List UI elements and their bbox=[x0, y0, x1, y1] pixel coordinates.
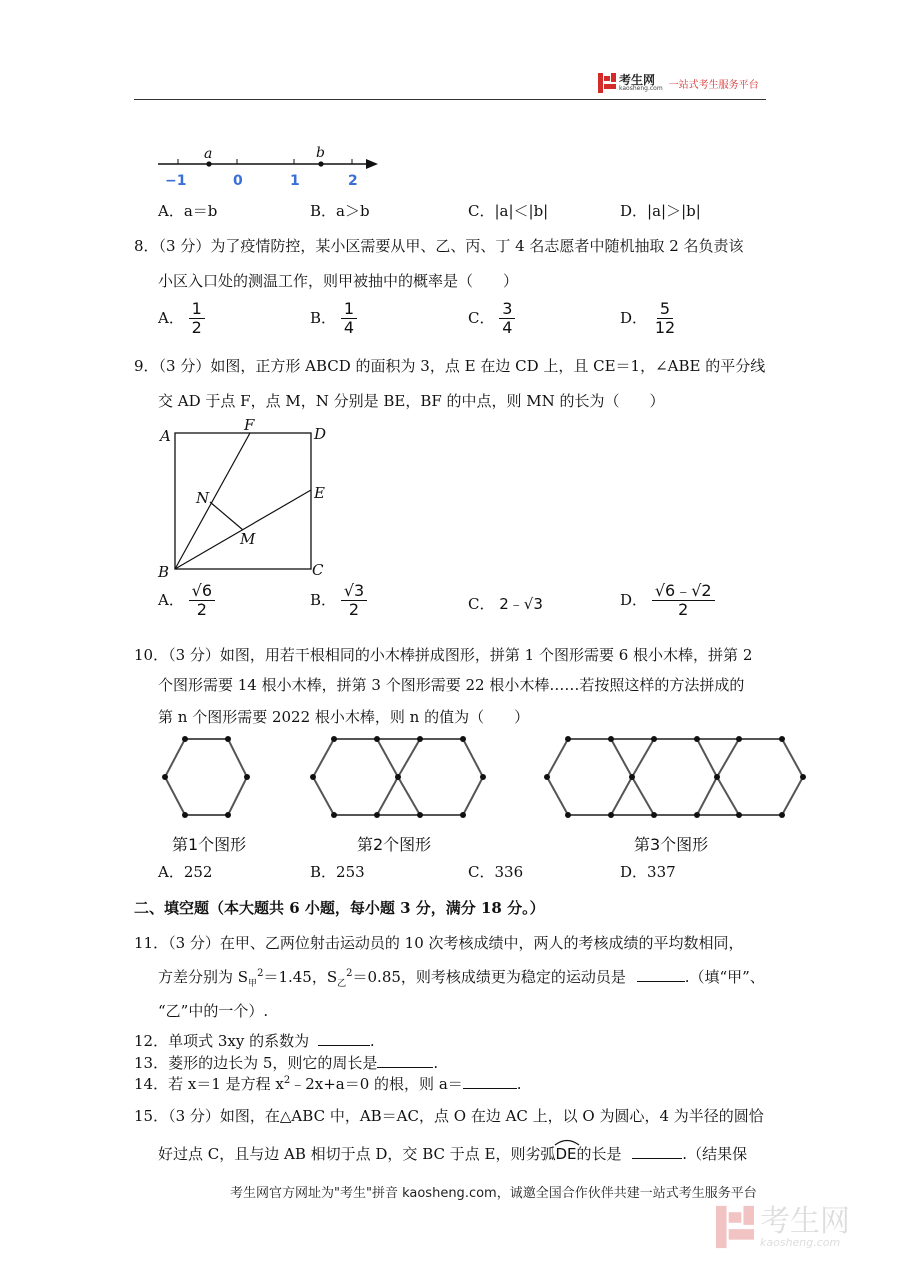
point-a-label: a bbox=[204, 146, 213, 162]
q11-text-c: ＝1.45，S bbox=[263, 968, 338, 986]
q11-text-a: 方差分别为 S bbox=[158, 968, 249, 986]
q10-option-c[interactable]: C．336 bbox=[468, 863, 524, 881]
denominator: 2 bbox=[678, 600, 689, 620]
label-B: B bbox=[158, 563, 170, 581]
q9-option-d[interactable] bbox=[620, 582, 715, 620]
denominator: 4 bbox=[502, 318, 513, 338]
watermark-text: 考生网 bbox=[760, 1203, 850, 1239]
denominator: 2 bbox=[196, 600, 207, 620]
q11-line1: 11．（3 分）在甲、乙两位射击运动员的 10 次考核成绩中，两人的考核成绩的平均数相同， bbox=[134, 934, 744, 952]
numerator: √6﹣√2 bbox=[652, 582, 715, 601]
q12-period: . bbox=[369, 1032, 375, 1050]
header-logo bbox=[598, 70, 759, 96]
q8-option-c[interactable] bbox=[468, 300, 515, 338]
label-D: D bbox=[314, 425, 327, 443]
q11-line2 bbox=[158, 966, 765, 989]
q8-option-b[interactable] bbox=[310, 300, 357, 338]
q10-line3: 第 n 个图形需要 2022 根小木棒，则 n 的值为（ ） bbox=[158, 708, 530, 726]
fraction bbox=[189, 582, 215, 620]
q14-period: . bbox=[516, 1075, 522, 1093]
option-letter: A． bbox=[158, 590, 184, 609]
logo-sub: kaosheng.com bbox=[619, 85, 663, 92]
kaosheng-logo-icon bbox=[598, 73, 616, 93]
label-F: F bbox=[244, 416, 255, 434]
q14-line bbox=[134, 1073, 522, 1094]
label-A: A bbox=[160, 427, 171, 445]
q13-text: 13．菱形的边长为 5，则它的周长是 bbox=[134, 1054, 378, 1072]
q10-option-b[interactable]: B．253 bbox=[310, 863, 365, 881]
caption-figure-1: 第1个图形 bbox=[172, 835, 247, 854]
q7-option-a[interactable]: A．a＝b bbox=[158, 202, 218, 220]
option-letter: D． bbox=[620, 308, 648, 327]
q15-line2 bbox=[158, 1143, 747, 1164]
q14-sup: 2 bbox=[283, 1075, 291, 1086]
q13-answer-blank[interactable] bbox=[377, 1053, 433, 1068]
q10-option-a[interactable]: A．252 bbox=[158, 863, 213, 881]
watermark-logo-icon bbox=[716, 1205, 754, 1249]
q9-option-c[interactable] bbox=[468, 593, 543, 614]
q8-option-d[interactable] bbox=[620, 300, 678, 338]
fraction bbox=[652, 300, 678, 338]
q13-period: . bbox=[433, 1054, 439, 1072]
tick-label-0: 0 bbox=[233, 173, 243, 189]
watermark-sub: kaosheng.com bbox=[760, 1235, 841, 1249]
numerator: 1 bbox=[189, 300, 205, 319]
header-slogan: 一站式考生服务平台 bbox=[668, 79, 759, 91]
q11-text-f: .（填“甲”、 bbox=[684, 968, 765, 986]
q7-option-d[interactable]: D．|a|＞|b| bbox=[620, 202, 701, 220]
label-E: E bbox=[314, 484, 325, 502]
q14-answer-blank[interactable] bbox=[463, 1074, 517, 1089]
q15-line1: 15．（3 分）如图，在△ABC 中，AB＝AC，点 O 在边 AC 上，以 O 为圆心，4 为半径的圆恰 bbox=[134, 1107, 764, 1125]
arc-mark-icon bbox=[554, 1138, 580, 1146]
q10-line2: 个图形需要 14 根小木棒，拼第 3 个图形需要 22 根小木棒……若按照这样的方法拼成的 bbox=[158, 676, 745, 694]
q9-line1: 9．（3 分）如图，正方形 ABCD 的面积为 3，点 E 在边 CD 上，且 CE＝1，∠ABE 的平分线 bbox=[134, 357, 766, 375]
tick-label-1: 1 bbox=[290, 173, 300, 189]
q15-text-b: 的长是 bbox=[576, 1145, 622, 1163]
q11-sup-2: 2 bbox=[346, 968, 353, 979]
q11-sup-1: 2 bbox=[257, 968, 264, 979]
label-C: C bbox=[312, 561, 324, 579]
q14-text-b: ﹣2x+a＝0 的根，则 a＝ bbox=[290, 1075, 463, 1093]
denominator: 2 bbox=[348, 600, 360, 620]
watermark bbox=[716, 1205, 850, 1249]
q13-line bbox=[134, 1052, 438, 1073]
q14-text-a: 14．若 x＝1 是方程 x bbox=[134, 1075, 284, 1093]
option-letter: C． bbox=[468, 595, 495, 613]
label-N: N bbox=[196, 489, 210, 507]
header-rule bbox=[134, 99, 766, 100]
q7-option-c[interactable]: C．|a|＜|b| bbox=[468, 202, 549, 220]
tick-label-neg1: −1 bbox=[165, 173, 187, 189]
option-letter: C． bbox=[468, 308, 495, 327]
option-expression: 2﹣√3 bbox=[499, 595, 543, 613]
option-letter: B． bbox=[310, 590, 337, 609]
footer-text: 考生网官方网址为"考生"拼音 kaosheng.com，诚邀全国合作伙伴共建一站式考生服务平台 bbox=[230, 1186, 757, 1201]
denominator: 4 bbox=[343, 318, 354, 338]
numerator: √3 bbox=[341, 582, 367, 601]
q12-text: 12．单项式 3xy 的系数为 bbox=[134, 1032, 310, 1050]
q10-line1: 10．（3 分）如图，用若干根相同的小木棒拼成图形，拼第 1 个图形需要 6 根小木棒，拼第 2 bbox=[134, 646, 753, 664]
hexagon-figures bbox=[140, 725, 820, 825]
q12-answer-blank[interactable] bbox=[318, 1031, 370, 1046]
section-2-title: 二、填空题（本大题共 6 小题，每小题 3 分，满分 18 分。） bbox=[134, 899, 545, 917]
tick-label-2: 2 bbox=[348, 173, 358, 189]
arc-DE bbox=[555, 1145, 576, 1163]
q8-line1: 8．（3 分）为了疫情防控，某小区需要从甲、乙、丙、丁 4 名志愿者中随机抽取 2 名负责该 bbox=[134, 237, 744, 255]
q11-sub-jia: 甲 bbox=[248, 979, 258, 989]
q15-answer-blank[interactable] bbox=[632, 1144, 682, 1159]
q15-text-c: .（结果保 bbox=[682, 1145, 748, 1163]
fraction bbox=[341, 582, 367, 620]
numerator: 1 bbox=[341, 300, 357, 319]
q11-text-e: ＝0.85，则考核成绩更为稳定的运动员是 bbox=[352, 968, 626, 986]
q7-option-b[interactable]: B．a＞b bbox=[310, 202, 370, 220]
label-M: M bbox=[240, 530, 256, 548]
numerator: √6 bbox=[189, 582, 215, 601]
q9-line2: 交 AD 于点 F，点 M，N 分别是 BE，BF 的中点，则 MN 的长为（ ） bbox=[158, 392, 665, 410]
q12-line bbox=[134, 1030, 375, 1051]
q11-answer-blank[interactable] bbox=[637, 967, 685, 982]
q11-line3: “乙”中的一个）. bbox=[158, 1002, 269, 1020]
point-b-label: b bbox=[316, 145, 325, 161]
numerator: 3 bbox=[499, 300, 515, 319]
fraction bbox=[652, 582, 715, 620]
logo-text: 考生网 bbox=[619, 73, 656, 87]
option-letter: B． bbox=[310, 308, 337, 327]
q9-option-b[interactable] bbox=[310, 582, 367, 620]
fraction bbox=[499, 300, 515, 338]
denominator: 12 bbox=[654, 318, 676, 338]
caption-figure-2: 第2个图形 bbox=[357, 835, 432, 854]
option-letter: D． bbox=[620, 590, 648, 609]
q10-option-d[interactable]: D．337 bbox=[620, 863, 676, 881]
arc-label: DE bbox=[555, 1145, 577, 1163]
q8-line2: 小区入口处的测温工作，则甲被抽中的概率是（ ） bbox=[158, 272, 519, 290]
fraction bbox=[189, 300, 205, 338]
caption-figure-3: 第3个图形 bbox=[634, 835, 709, 854]
q11-sub-yi: 乙 bbox=[337, 979, 347, 989]
fraction bbox=[341, 300, 357, 338]
denominator: 2 bbox=[191, 318, 202, 338]
q9-option-a[interactable] bbox=[158, 582, 215, 620]
square-geometry-figure bbox=[150, 415, 340, 585]
q8-option-a[interactable] bbox=[158, 300, 205, 338]
option-letter: A． bbox=[158, 308, 184, 327]
q15-text-a: 好过点 C，且与边 AB 相切于点 D，交 BC 于点 E，则劣弧 bbox=[158, 1145, 556, 1163]
numerator: 5 bbox=[657, 300, 673, 319]
